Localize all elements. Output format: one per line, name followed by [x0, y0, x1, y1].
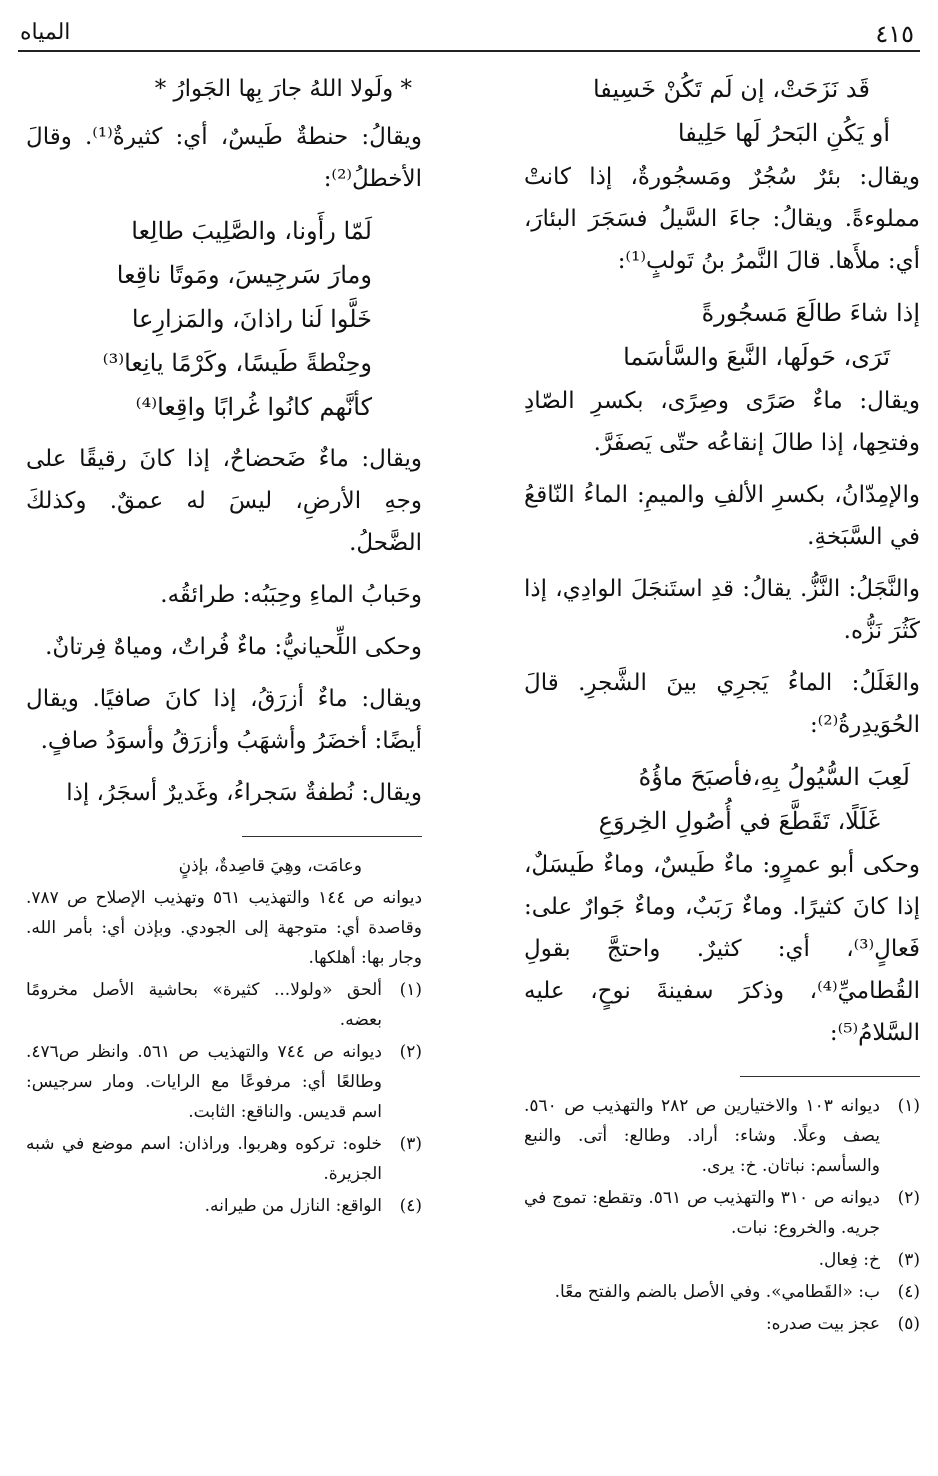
verse-line: قَد نَزَحَتْ، إن لَم تَكُنْ خَسِيفا — [592, 75, 870, 103]
footnote-continuation-verse: وعامَت، وهِيَ قاصِدةٌ، بإذنٍ — [178, 856, 362, 876]
paragraph: والغَلَلُ: الماءُ يَجرِي بينَ الشَّجرِ. قالَ الحُوَيدِرةُ⁽²⁾: — [524, 670, 920, 738]
page-number: ٤١٥ — [875, 20, 914, 48]
left-column — [26, 68, 422, 1223]
verse-line: لَمّا رأَونا، والصَّلِيبَ طالِعا — [131, 217, 372, 245]
paragraph: ويقال: ماءٌ ضَحضاحٌ، إذا كانَ رقيقًا على وجهِ الأرضِ، ليسَ له عمقٌ. وكذلكَ الضَّحلُ. — [26, 446, 422, 556]
footnote — [524, 1309, 920, 1339]
footnote-number: (٥) — [897, 1314, 920, 1334]
footnote-continuation: ديوانه ص ١٤٤ والتهذيب ٥٦١ وتهذيب الإصلاح ص ٧٨٧. وقاصدة أي: متوجهة إلى الجودي. وبإذن أي: بأمر الله. وجار بها: أهلكها. — [26, 888, 423, 968]
verse-line: * ولَولا اللهُ جارَ بِها الجَوارُ * — [154, 76, 412, 102]
verse-line: لَعِبَ السُّيُولُ بِهِ،فأصبَحَ ماؤُهُ — [638, 763, 910, 791]
footnote-number: (٤) — [399, 1196, 422, 1216]
footnote-text: ديوانه ص ٧٤٤ والتهذيب ص ٥٦١. وانظر ص٤٧٦. وطالعًا أي: مرفوعًا مع الرايات. ومار سرجيس: اسم قديس. والناقع: الثابت. — [26, 1042, 382, 1122]
footnote-number: (٣) — [897, 1250, 920, 1270]
footnote-text: عجز بيت صدره: — [765, 1314, 880, 1334]
paragraph: وحكى اللِّحيانيُّ: ماءٌ فُراتٌ، ومياهٌ فِرتانٌ. — [45, 634, 422, 660]
footnote-number: (٢) — [399, 1042, 422, 1062]
footnote-number: (٢) — [897, 1188, 920, 1208]
paragraph: ويقال: ماءٌ أزرَقُ، إذا كانَ صافيًا. ويقال أيضًا: أخضَرُ وأشهَبُ وأزرَقُ وأسوَدُ صافٍ. — [26, 686, 422, 754]
footnote — [524, 1277, 920, 1307]
footnote — [26, 975, 422, 1035]
verse-line: تَرَى، حَولَها، النَّبعَ والسَّأسَما — [623, 343, 890, 371]
footnote-text: الواقع: النازل من طيرانه. — [204, 1196, 382, 1216]
verse-line: كأنَّهم كانُوا غُرابًا واقِعا⁽⁴⁾ — [135, 393, 372, 421]
paragraph: وحَبابُ الماءِ وحِبَبُه: طرائقُه. — [160, 582, 422, 608]
paragraph: ويقال: ماءٌ صَرًى وصِرًى، بكسرِ الصّادِ وفتحِها، إذا طالَ إنقاعُه حتّى يَصفَرَّ. — [524, 388, 920, 456]
footnote — [524, 1245, 920, 1275]
footnote — [26, 1037, 422, 1127]
footnote-number: (٤) — [897, 1282, 920, 1302]
verse-line: خَلَّوا لَنا راذانَ، والمَزارِعا — [131, 305, 372, 333]
page-header — [18, 18, 920, 52]
paragraph: ويقالُ: حنطةٌ طَيسٌ، أي: كثيرةٌ⁽¹⁾. وقالَ الأخطلُ⁽²⁾: — [26, 124, 422, 192]
paragraph: والإمِدّانُ، بكسرِ الألفِ والميمِ: الماءُ النّاقعُ في السَّبَخةِ. — [524, 482, 920, 550]
footnote-text: ألحق «ولولا... كثيرة» بحاشية الأصل مخرومًا بعضه. — [26, 980, 382, 1030]
footnote — [26, 1191, 422, 1221]
footnote-text: ديوانه ص ٣١٠ والتهذيب ص ٥٦١. وتقطع: تموج في جريه. والخروع: نبات. — [524, 1188, 880, 1238]
footnote-number: (١) — [399, 980, 422, 1000]
paragraph: ويقال: بئرٌ سُجُرٌ ومَسجُورةٌ، إذا كانتْ مملوءةً. ويقالُ: جاءَ السَّيلُ فسَجَرَ البئارَ، أي: ملأَها. قالَ النَّمرُ بنُ تَولبٍ⁽¹⁾: — [524, 164, 920, 274]
paragraph: ويقال: نُطفةٌ سَجراءُ، وغَديرٌ أسجَرُ، إذا — [66, 780, 422, 806]
footnote-rule — [740, 1076, 920, 1077]
right-column — [524, 68, 920, 1341]
footnote — [524, 1091, 920, 1181]
footnote-text: خلوه: تركوه وهربوا. وراذان: اسم موضع في شبه الجزيرة. — [26, 1134, 382, 1184]
footnote-text: خ: فِعال. — [818, 1250, 880, 1270]
verse-line: غَلَلًا، تَقَطَّعَ في أُصُولِ الخِروَعِ — [598, 807, 880, 835]
paragraph: والنَّجَلُ: النَّزُّ. يقالُ: قدِ استَنجَلَ الوادِي، إذا كَثُرَ نَزُّه. — [524, 576, 920, 644]
footnote — [524, 1183, 920, 1243]
paragraph: وحكى أبو عمرٍو: ماءٌ طَيسٌ، وماءٌ طَيسَلٌ، إذا كانَ كثيرًا. وماءٌ رَبَبٌ، وماءٌ جَوارٌ على: فَعالٍ⁽³⁾، أي: كثيرٌ. واحتجَّ بقولِ القُطاميِّ⁽⁴⁾، وذكرَ سفينةَ نوحٍ، عليه السَّلامُ⁽⁵⁾: — [524, 852, 920, 1046]
footnote-text: ديوانه ١٠٣ والاختيارين ص ٢٨٢ والتهذيب ص ٥٦٠. يصف وعلًا. وشاء: أراد. وطالع: أتى. والنبع والسأسم: نباتان. خ: يرى. — [524, 1096, 880, 1176]
footnote-rule — [242, 836, 422, 837]
verse-line: أو يَكُنِ البَحرُ لَها حَلِيفا — [677, 119, 890, 147]
footnote-number: (٣) — [399, 1134, 422, 1154]
verse-line: إذا شاءَ طالَعَ مَسجُورةً — [701, 299, 920, 327]
footnote — [26, 1129, 422, 1189]
verse-line: ومارَ سَرجِيسَ، ومَوتًا ناقِعا — [116, 261, 372, 289]
verse-line: وحِنْطةً طَيسًا، وكَرْمًا يانِعا⁽³⁾ — [102, 349, 372, 377]
footnote-number: (١) — [897, 1096, 920, 1116]
running-title: المياه — [20, 20, 71, 45]
footnote-text: ب: «القَطامي». وفي الأصل بالضم والفتح معًا. — [554, 1282, 880, 1302]
